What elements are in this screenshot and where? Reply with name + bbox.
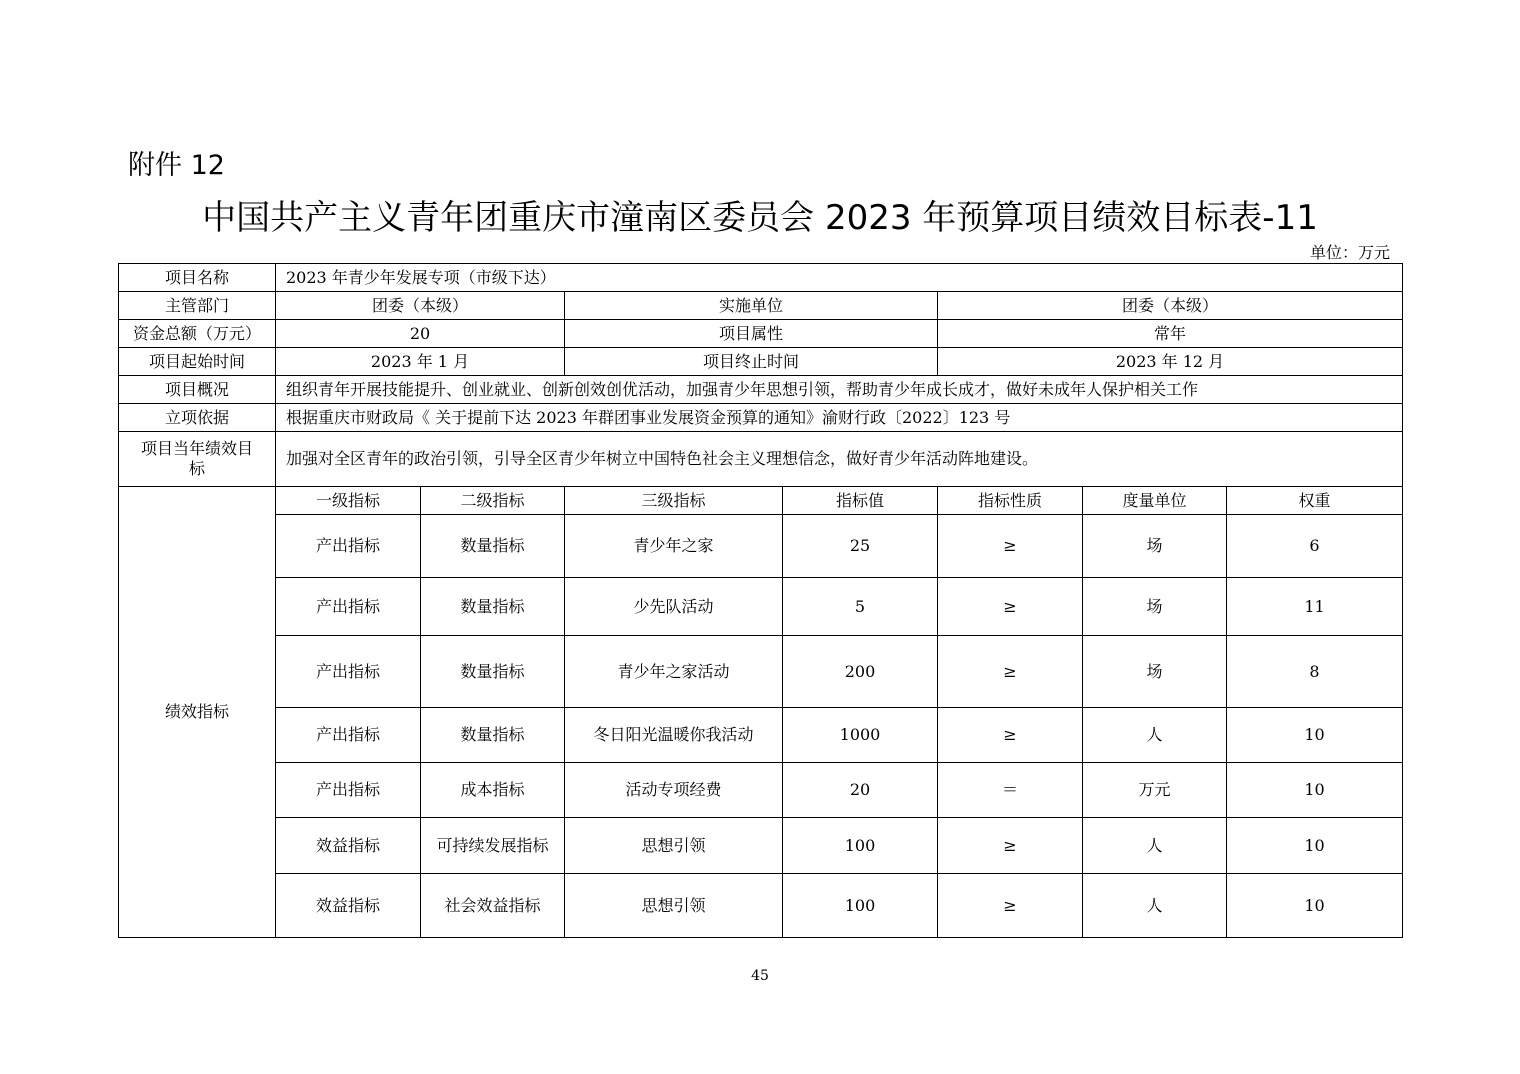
cell-value: 200 (783, 636, 938, 708)
row-fund (119, 320, 1403, 348)
label-goal-line-2: 标 (188, 459, 205, 478)
table-row (119, 578, 1403, 636)
header-level3: 三级指标 (565, 487, 783, 515)
cell-unit: 场 (1083, 636, 1227, 708)
header-level1: 一级指标 (276, 487, 421, 515)
cell-level2: 成本指标 (421, 763, 565, 818)
document-title: 中国共产主义青年团重庆市潼南区委员会 2023 年预算项目绩效目标表-11 (202, 198, 1318, 238)
label-goal-line-1: 项目当年绩效目 (140, 439, 253, 458)
cell-level3: 思想引领 (565, 818, 783, 874)
value-project-name: 2023 年青少年发展专项（市级下达） (276, 264, 1403, 292)
label-end: 项目终止时间 (565, 348, 938, 376)
cell-weight: 8 (1227, 636, 1403, 708)
cell-nature: ≥ (938, 636, 1083, 708)
cell-weight: 10 (1227, 763, 1403, 818)
table-row (119, 874, 1403, 938)
cell-unit: 场 (1083, 578, 1227, 636)
label-start: 项目起始时间 (119, 348, 276, 376)
cell-weight: 11 (1227, 578, 1403, 636)
value-start: 2023 年 1 月 (276, 348, 565, 376)
row-period (119, 348, 1403, 376)
cell-level3: 青少年之家活动 (565, 636, 783, 708)
cell-value: 20 (783, 763, 938, 818)
row-project-name (119, 264, 1403, 292)
table-row (119, 636, 1403, 708)
cell-unit: 场 (1083, 515, 1227, 578)
cell-weight: 10 (1227, 708, 1403, 763)
cell-level2: 可持续发展指标 (421, 818, 565, 874)
value-fund: 20 (276, 320, 565, 348)
table-row (119, 818, 1403, 874)
label-indicators: 绩效指标 (119, 487, 276, 938)
performance-table (118, 263, 1403, 938)
value-basis: 根据重庆市财政局《 关于提前下达 2023 年群团事业发展资金预算的通知》渝财行政〔2022〕123 号 (276, 404, 1403, 432)
header-weight: 权重 (1227, 487, 1403, 515)
cell-level2: 数量指标 (421, 708, 565, 763)
cell-level3: 少先队活动 (565, 578, 783, 636)
value-overview: 组织青年开展技能提升、创业就业、创新创效创优活动，加强青少年思想引领，帮助青少年成长成才，做好未成年人保护相关工作 (276, 376, 1403, 404)
cell-level3: 青少年之家 (565, 515, 783, 578)
attachment-label: 附件 12 (128, 150, 225, 181)
row-department (119, 292, 1403, 320)
cell-level2: 数量指标 (421, 515, 565, 578)
cell-weight: 10 (1227, 818, 1403, 874)
header-nature: 指标性质 (938, 487, 1083, 515)
unit-label: 单位：万元 (1309, 243, 1390, 262)
cell-value: 100 (783, 874, 938, 938)
cell-level1: 产出指标 (276, 636, 421, 708)
label-attribute: 项目属性 (565, 320, 938, 348)
indicator-header-row (119, 487, 1403, 515)
cell-level1: 产出指标 (276, 763, 421, 818)
cell-value: 100 (783, 818, 938, 874)
header-unit: 度量单位 (1083, 487, 1227, 515)
cell-value: 5 (783, 578, 938, 636)
page-number: 45 (751, 968, 769, 984)
cell-nature: ＝ (938, 763, 1083, 818)
label-project-name: 项目名称 (119, 264, 276, 292)
cell-unit: 万元 (1083, 763, 1227, 818)
cell-level1: 产出指标 (276, 578, 421, 636)
row-basis (119, 404, 1403, 432)
cell-level1: 产出指标 (276, 515, 421, 578)
cell-level1: 产出指标 (276, 708, 421, 763)
cell-weight: 10 (1227, 874, 1403, 938)
cell-value: 25 (783, 515, 938, 578)
cell-nature: ≥ (938, 515, 1083, 578)
cell-level2: 数量指标 (421, 578, 565, 636)
header-level2: 二级指标 (421, 487, 565, 515)
value-implementer: 团委（本级） (938, 292, 1403, 320)
label-overview: 项目概况 (119, 376, 276, 404)
cell-unit: 人 (1083, 818, 1227, 874)
row-overview (119, 376, 1403, 404)
label-department: 主管部门 (119, 292, 276, 320)
label-basis: 立项依据 (119, 404, 276, 432)
cell-unit: 人 (1083, 874, 1227, 938)
cell-nature: ≥ (938, 818, 1083, 874)
cell-level2: 数量指标 (421, 636, 565, 708)
label-implementer: 实施单位 (565, 292, 938, 320)
label-fund: 资金总额（万元） (119, 320, 276, 348)
header-value: 指标值 (783, 487, 938, 515)
cell-nature: ≥ (938, 874, 1083, 938)
row-goal (119, 432, 1403, 487)
cell-nature: ≥ (938, 708, 1083, 763)
value-end: 2023 年 12 月 (938, 348, 1403, 376)
table-row (119, 763, 1403, 818)
cell-unit: 人 (1083, 708, 1227, 763)
cell-level3: 活动专项经费 (565, 763, 783, 818)
cell-weight: 6 (1227, 515, 1403, 578)
cell-level2: 社会效益指标 (421, 874, 565, 938)
cell-level1: 效益指标 (276, 818, 421, 874)
table-row (119, 708, 1403, 763)
cell-level3: 冬日阳光温暖你我活动 (565, 708, 783, 763)
cell-level1: 效益指标 (276, 874, 421, 938)
cell-level3: 思想引领 (565, 874, 783, 938)
table-row (119, 515, 1403, 578)
value-goal: 加强对全区青年的政治引领，引导全区青少年树立中国特色社会主义理想信念，做好青少年活动阵地建设。 (276, 432, 1403, 487)
label-goal (119, 432, 276, 487)
value-attribute: 常年 (938, 320, 1403, 348)
cell-nature: ≥ (938, 578, 1083, 636)
cell-value: 1000 (783, 708, 938, 763)
value-department: 团委（本级） (276, 292, 565, 320)
